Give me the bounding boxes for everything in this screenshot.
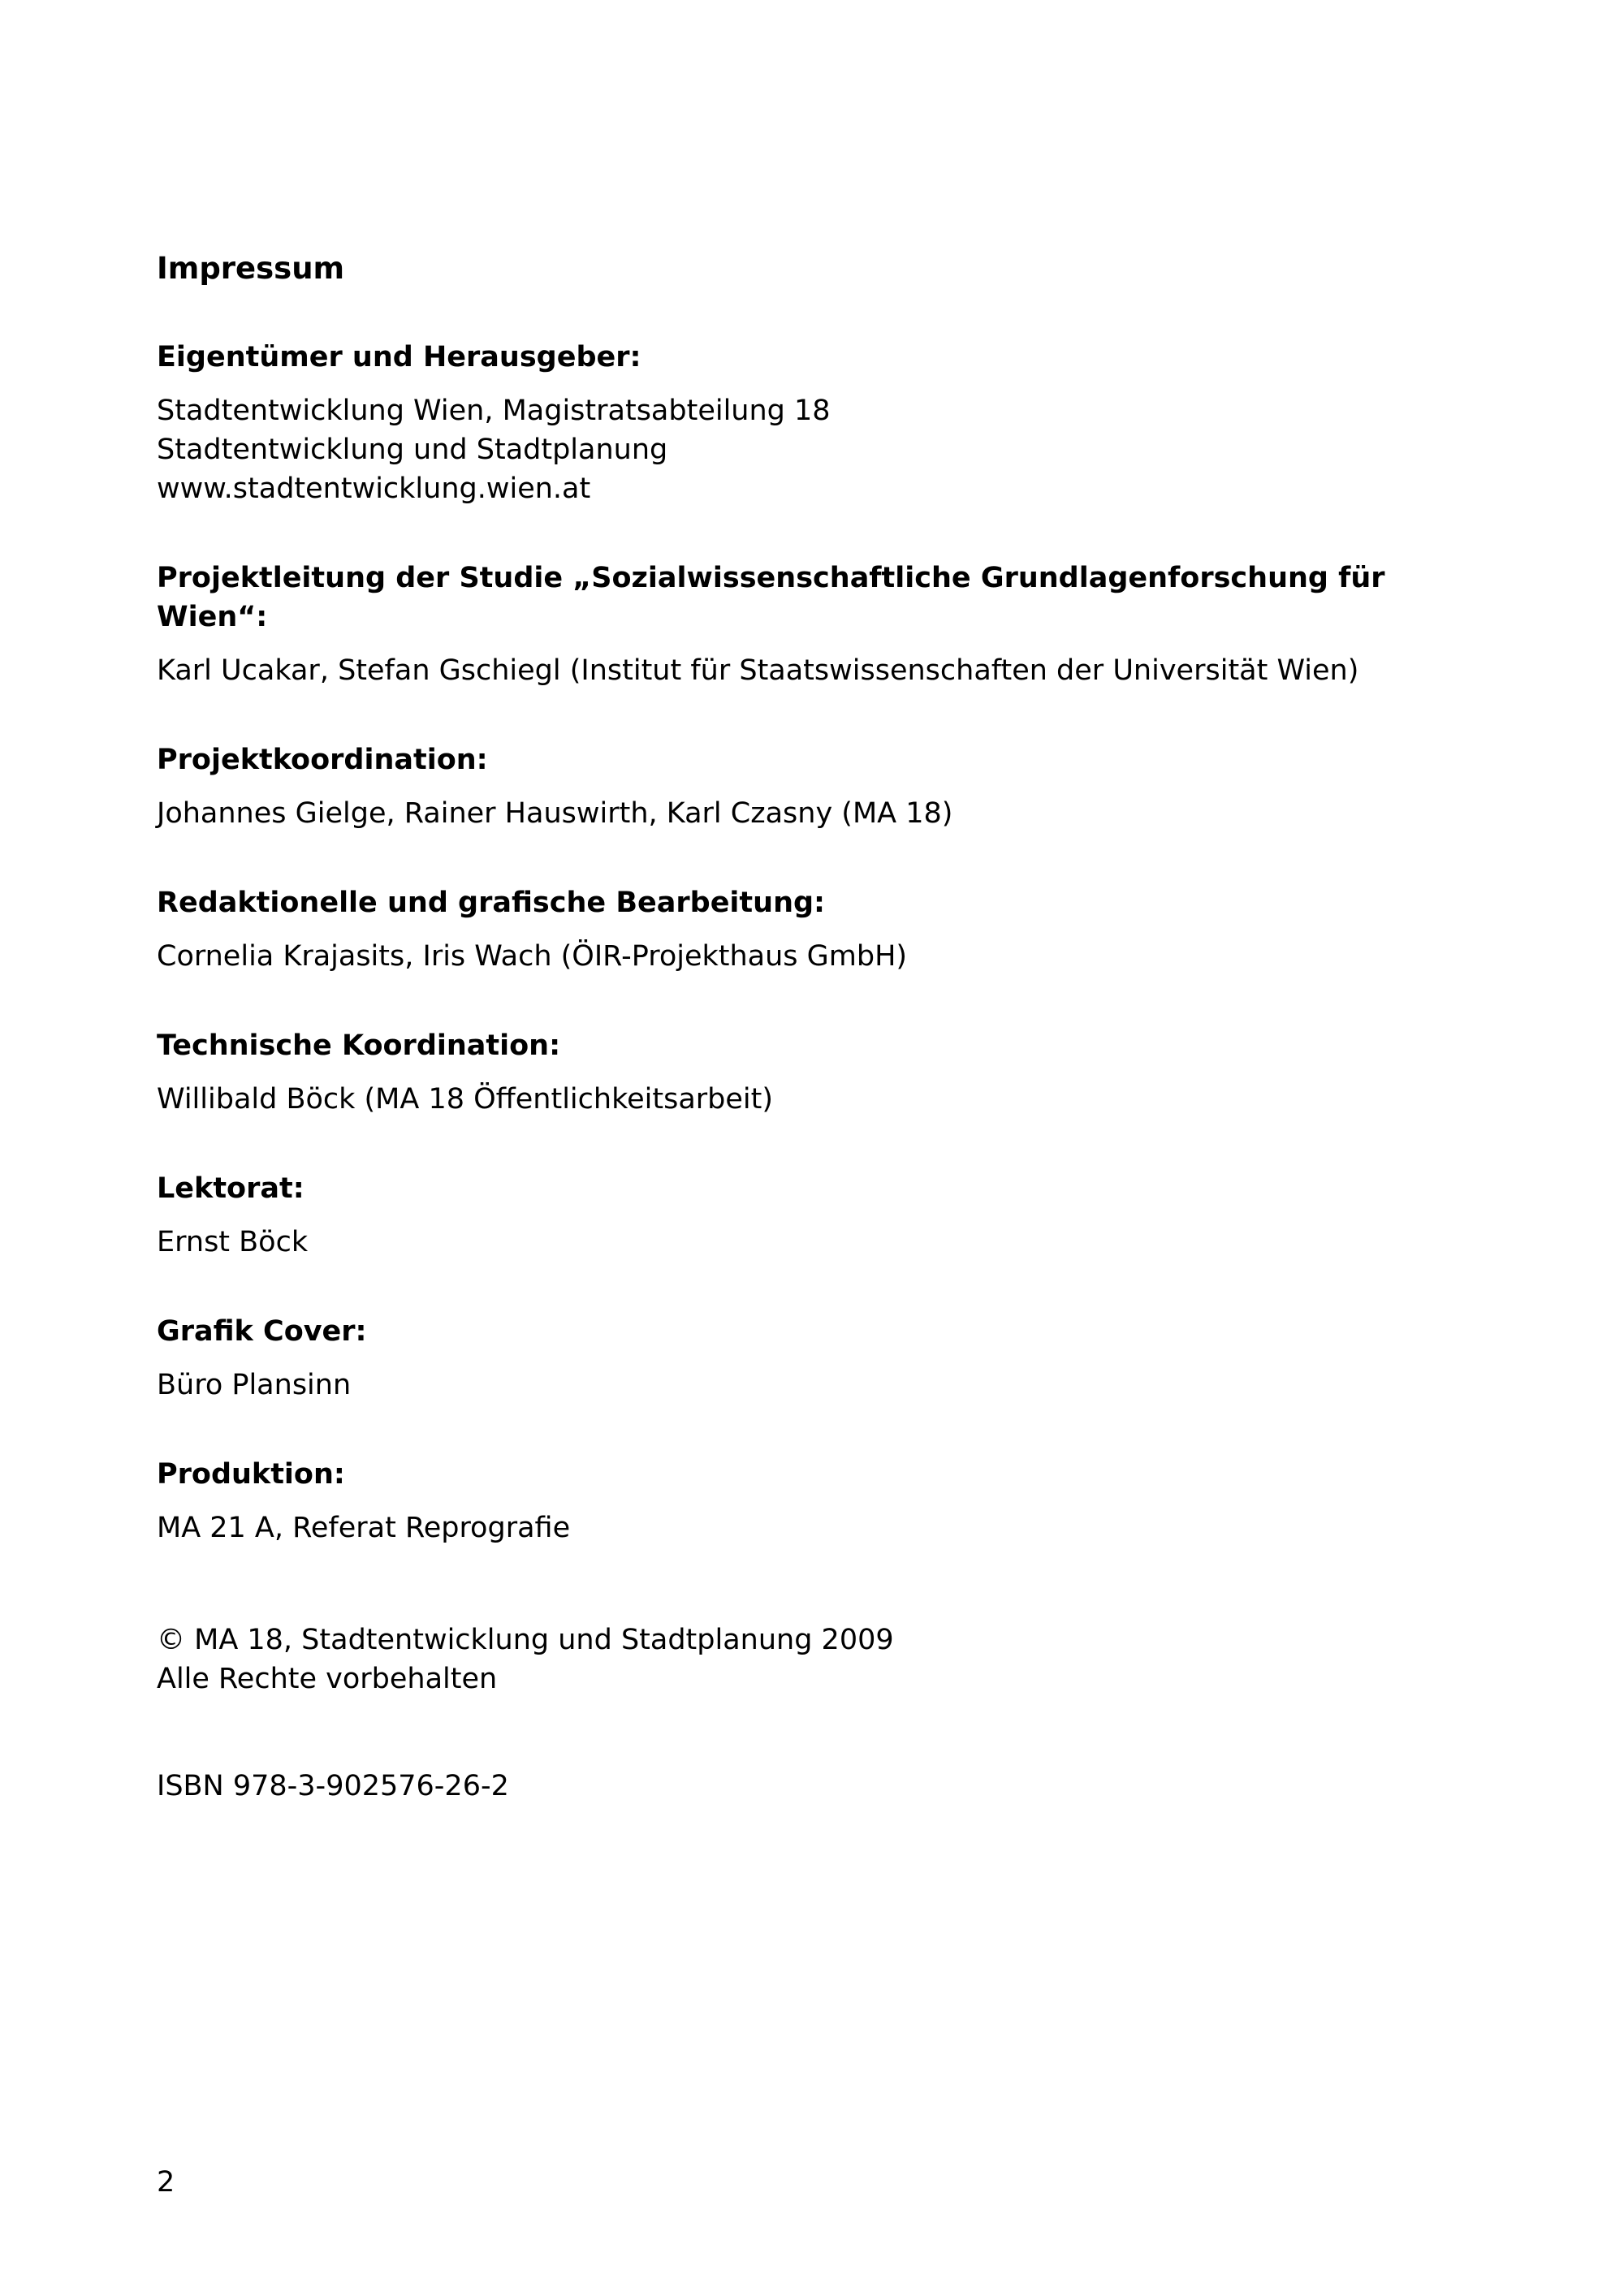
section-proofreading — [157, 1169, 1423, 1262]
section-line: www.stadtentwicklung.wien.at — [157, 473, 591, 505]
copyright-line: Alle Rechte vorbehalten — [157, 1663, 498, 1695]
section-technical — [157, 1026, 1423, 1119]
section-coordination — [157, 740, 1423, 833]
section-line: Stadtentwicklung und Stadtplanung — [157, 434, 668, 466]
copyright-line: © MA 18, Stadtentwicklung und Stadtplanung 2009 — [157, 1624, 894, 1656]
section-line: Büro Plansinn — [157, 1369, 352, 1401]
section-heading: Lektorat: — [157, 1172, 304, 1205]
section-line: Johannes Gielge, Rainer Hauswirth, Karl Czasny (MA 18) — [157, 797, 953, 830]
section-line: Ernst Böck — [157, 1226, 309, 1258]
section-heading: Grafik Cover: — [157, 1315, 367, 1348]
section-project-lead — [157, 559, 1423, 690]
section-heading: Projektkoordination: — [157, 744, 488, 776]
section-line: MA 21 A, Referat Reprografie — [157, 1512, 571, 1544]
section-cover — [157, 1312, 1423, 1405]
section-heading: Eigentümer und Herausgeber: — [157, 341, 641, 373]
section-line: Cornelia Krajasits, Iris Wach (ÖIR-Projekthaus GmbH) — [157, 940, 908, 973]
isbn: ISBN 978-3-902576-26-2 — [157, 1770, 509, 1802]
section-publisher — [157, 338, 1423, 508]
section-heading: Projektleitung der Studie „Sozialwissenschaftliche Grundlagenforschung für — [157, 562, 1385, 594]
section-heading: Technische Koordination: — [157, 1029, 561, 1062]
section-editorial — [157, 883, 1423, 976]
copyright-notice — [157, 1621, 1423, 1698]
section-line: Stadtentwicklung Wien, Magistratsabteilung 18 — [157, 395, 831, 427]
page-title: Impressum — [157, 251, 345, 286]
section-production — [157, 1455, 1423, 1547]
section-line: Karl Ucakar, Stefan Gschiegl (Institut für Staatswissenschaften der Universität Wien) — [157, 654, 1359, 687]
section-heading: Wien“: — [157, 601, 268, 633]
section-line: Willibald Böck (MA 18 Öffentlichkeitsarbeit) — [157, 1083, 774, 1116]
section-heading: Produktion: — [157, 1458, 345, 1491]
section-heading: Redaktionelle und grafische Bearbeitung: — [157, 887, 826, 919]
page-number: 2 — [157, 2166, 175, 2199]
